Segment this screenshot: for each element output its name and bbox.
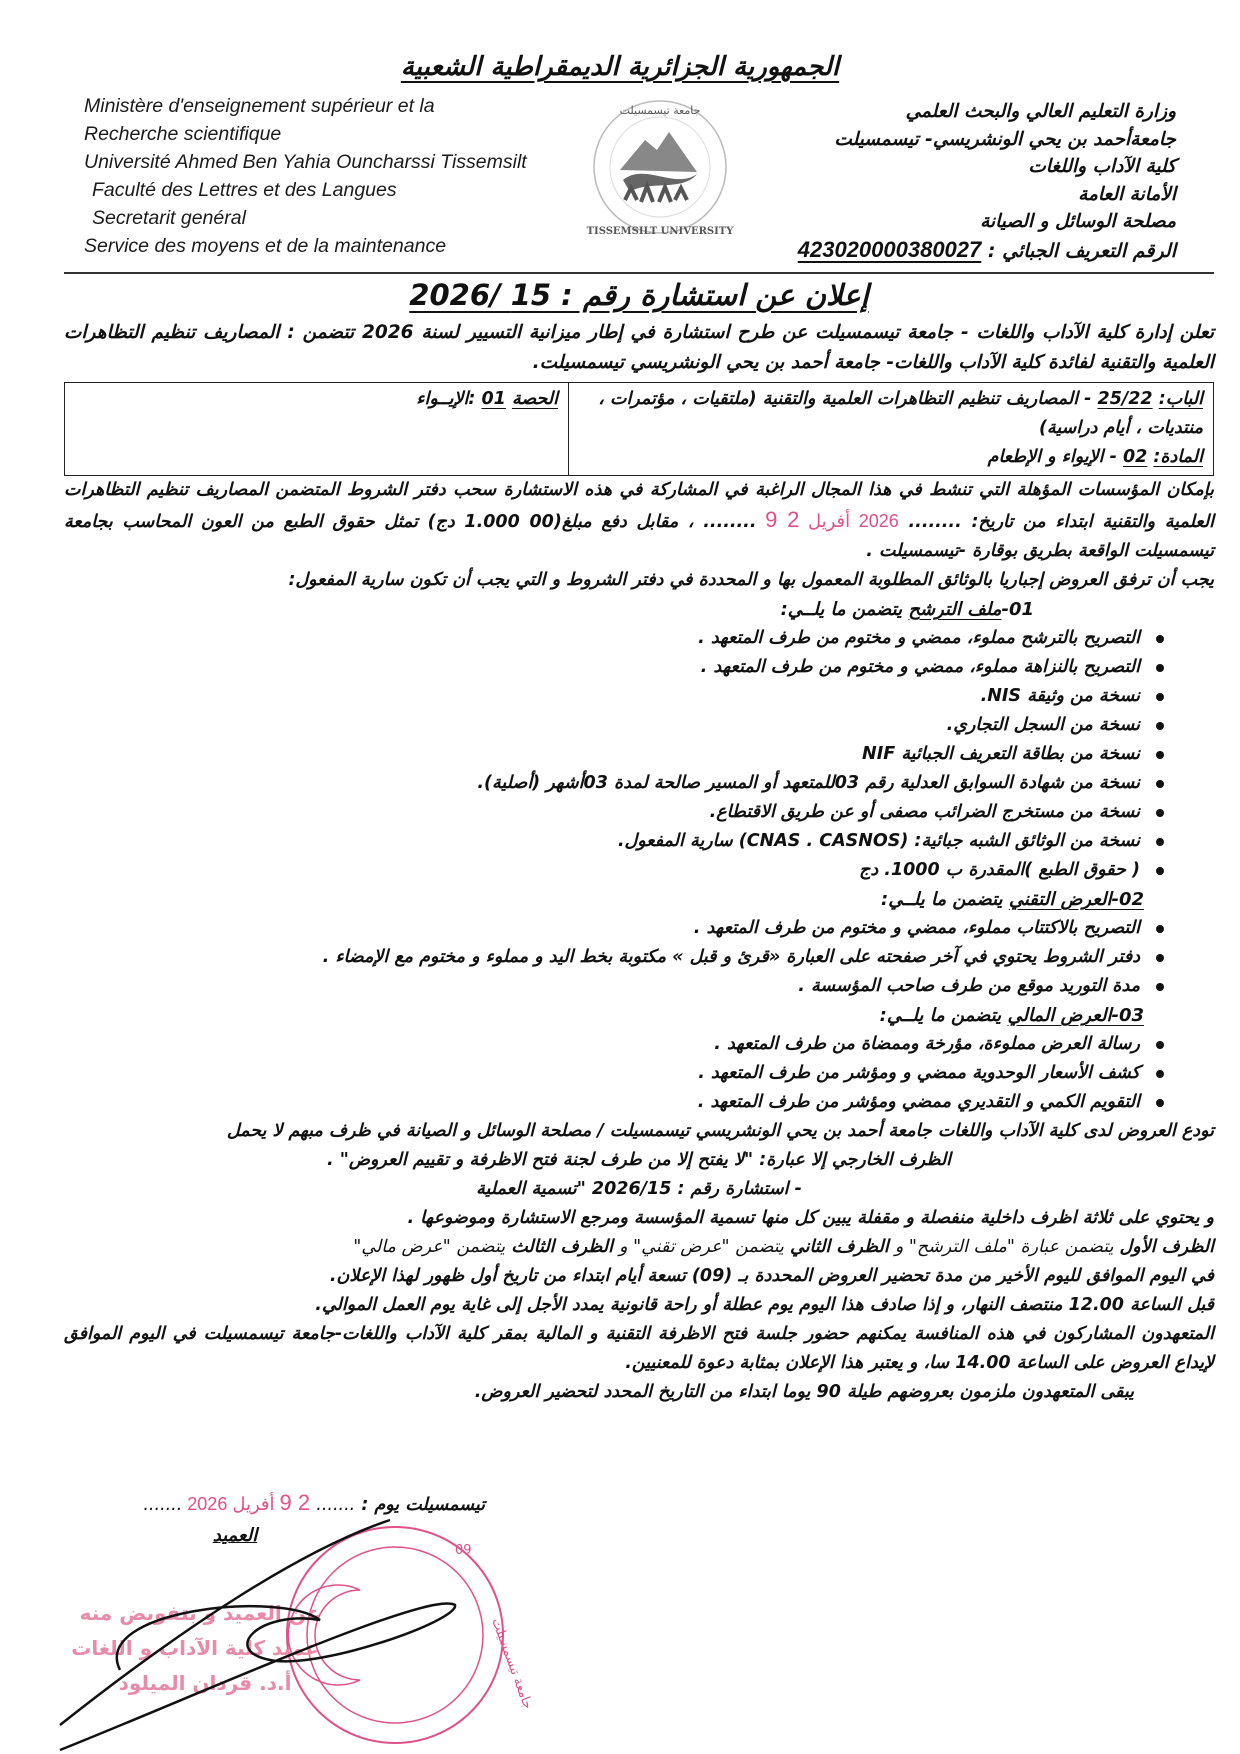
french-header (84, 92, 527, 260)
chapter-label: الباب: (1158, 389, 1203, 409)
dean-title: العميد (212, 1525, 258, 1546)
technical-list (64, 914, 1214, 1001)
french-line-secretariat: Secretarit genéral (92, 207, 246, 229)
deposit-inner-envelopes: و يحتوي على ثلاثة اظرف داخلية منفصلة و مقفلة يبين كل منها تسمية المؤسسة ومرجع الاستشارة وموضوعها . (407, 1208, 1214, 1228)
opening-session: المتعهدون المشاركون في هذه المنافسة يمكنهم حضور جلسة فتح الاظرفة التقنية و المالية بمقر كلية الآداب واللغات-جامعة تيسمسيلت في اليوم الموافق لإيداع العروض على الساعة 14.00 سا، و يعتبر هذا الإعلان بمثابة دعوة للمعنيين. (64, 1324, 1214, 1373)
received-date-stamp (756, 507, 899, 532)
signature-date-month: أفريل (232, 1494, 275, 1514)
section-number: 01- (1001, 599, 1034, 620)
deposit-reference: - استشارة رقم : 2026/15 "تسمية العملية (476, 1179, 802, 1199)
deposit-line-2: الظرف الخارجي إلا عبارة: "لا يفتح إلا من طرف لجنة فتح الاظرفة و تقييم العروض" . (326, 1150, 952, 1170)
french-line-service: Service des moyens et de la maintenance (84, 235, 447, 257)
stamp-month: أفريل (807, 511, 851, 531)
section-number: 03- (1111, 1005, 1144, 1026)
list-item: نسخة من شهادة السوابق العدلية رقم 03للمتعهد أو المسير صالحة لمدة 03أشهر (أصلية). (64, 769, 1168, 798)
section-suffix: يتضمن ما يلــي: (780, 599, 903, 620)
envelope-first-text: يتضمن عبارة "ملف الترشح" و (894, 1237, 1114, 1257)
arabic-line-faculty: كلية الآداب واللغات (1028, 156, 1176, 177)
lot-cell (65, 383, 568, 475)
notice-title: إعلان عن استشارة رقم : 15 /2026 (409, 278, 869, 312)
section-candidacy (64, 595, 1214, 624)
list-item: نسخة من الوثائق الشبه جبائية: (CNAS . CASNOS) سارية المفعول. (64, 827, 1168, 856)
lot-text: :الإيــواء (416, 389, 476, 409)
signature-date-year: 2026 (187, 1494, 228, 1514)
signature-date-day: 2 9 (279, 1490, 311, 1515)
tax-id-label: الرقم التعريف الجبائي : (987, 239, 1176, 262)
tax-id-value: 423020000380027 (797, 236, 982, 262)
lot-label: الحصة (511, 389, 558, 409)
logo-text-en: TISSEMSILT UNIVERSITY (586, 226, 734, 237)
section-number: 02- (1111, 889, 1144, 910)
list-item: رسالة العرض مملوءة، مؤرخة وممضاة من طرف المتعهد . (64, 1030, 1168, 1059)
logo-text-ar: جامعة تيسمسيلت (619, 104, 701, 117)
seal-number: 09 (455, 1543, 472, 1558)
envelopes-description (64, 1233, 1214, 1262)
lot-table (64, 382, 1214, 476)
envelope-third-text: يتضمن "عرض مالي" (353, 1237, 506, 1257)
section-suffix: يتضمن ما يلــي: (881, 889, 1003, 910)
official-seal-icon (60, 1520, 536, 1750)
republic-heading: الجمهورية الجزائرية الديمقراطية الشعبية (400, 52, 840, 82)
availability-text-2: ، مقابل دفع مبلغ(00 1.000 دج) تمثل حقوق الطبع من العون المحاسب بجامعة تيسمسيلت الواقعة بطريق بوقارة -تيسمسيلت . (64, 512, 1214, 561)
place-date-row: تيسمسيلت يوم : ....... 2 9 أفريل 2026 ....... (143, 1490, 485, 1515)
list-item: التصريح بالاكتتاب مملوء، ممضي و مختوم من طرف المتعهد . (64, 914, 1168, 943)
deposit-line-1: تودع العروض لدى كلية الآداب واللغات جامعة أحمد بن يحي الونشريسي تيسمسيلت / مصلحة الوسائل و الصيانة في ظرف مبهم لا يحمل (226, 1121, 1214, 1141)
availability-text-1: بإمكان المؤسسات المؤهلة التي تنشط في هذا المجال الراغبة في المشاركة في هذه الاستشارة سحب دفتر الشروط المتضمن المصاريف تنظيم التظاهرات العلمية والتقنية ابتداء من تاريخ: (64, 480, 1215, 532)
list-item: التصريح بالترشح مملوء، ممضي و مختوم من طرف المتعهد . (64, 624, 1168, 653)
financial-list (64, 1030, 1214, 1117)
article-text: - الإيواء و الإطعام (987, 447, 1117, 467)
french-line-research: Recherche scientifique (84, 123, 282, 145)
french-line-university: Université Ahmed Ben Yahia Ouncharssi Tissemsilt (84, 151, 527, 173)
section-technical (64, 885, 1214, 914)
arabic-line-university: جامعةأحمد بن يحي الونشريسي- تيسمسيلت (834, 128, 1176, 150)
notice-body (64, 276, 1214, 1407)
stamp-line-3: أ.د. قردان الميلود (118, 1671, 292, 1695)
stamp-line-2: عميد كلية الآداب و اللغات (71, 1636, 319, 1660)
chapter-cell (568, 383, 1213, 475)
list-item: مدة التوريد موقع من طرف صاحب المؤسسة . (64, 972, 1168, 1001)
list-item: نسخة من بطاقة التعريف الجبائية NIF (64, 740, 1168, 769)
envelope-third-label: الظرف الثالث (511, 1237, 613, 1257)
list-item: نسخة من السجل التجاري. (64, 711, 1168, 740)
list-item: التصريح بالنزاهة مملوء، ممضي و مختوم من طرف المتعهد . (64, 653, 1168, 682)
handwritten-signature (60, 1520, 455, 1750)
university-logo-icon (585, 92, 735, 242)
deadline-line-1: في اليوم الموافق لليوم الأخير من مدة تحضير العروض المحددة بـ (09) تسعة أيام ابتداء من تاريخ أول ظهور لهذا الإعلان. (329, 1266, 1214, 1286)
stamp-day: 2 9 (765, 507, 800, 532)
list-item: نسخة من وثيقة NIS. (64, 682, 1168, 711)
french-line-faculty: Faculté des Lettres et des Langues (92, 179, 397, 201)
signature-area (60, 1520, 536, 1750)
offer-validity: يبقى المتعهدون ملزمون بعروضهم طيلة 90 يوما ابتداء من التاريخ المحدد لتحضير العروض. (474, 1382, 1134, 1402)
chapter-text: - المصاريف تنظيم التظاهرات العلمية والتقنية (ملتقيات ، مؤتمرات ، منتديات ، أيام دراسية) (598, 389, 1203, 438)
arabic-header (756, 98, 1176, 265)
candidacy-list (64, 624, 1214, 885)
header-divider (64, 272, 1214, 274)
list-item: كشف الأسعار الوحدوية ممضي و ومؤشر من طرف المتعهد . (64, 1059, 1168, 1088)
french-line-ministry: Ministère d'enseignement supérieur et la (84, 95, 435, 117)
list-item: دفتر الشروط يحتوي في آخر صفحته على العبارة «قرئ و قبل » مكتوبة بخط اليد و مملوء و مختوم مع الإمضاء . (64, 943, 1168, 972)
chapter-number: 25/22 (1097, 389, 1153, 409)
section-suffix: يتضمن ما يلــي: (879, 1005, 1002, 1026)
section-title: العرض المالي (1007, 1005, 1112, 1026)
envelope-second-label: الظرف الثاني (790, 1237, 889, 1257)
list-item: التقويم الكمي و التقديري ممضي ومؤشر من طرف المتعهد . (64, 1088, 1168, 1117)
list-item: ( حقوق الطبع )المقدرة ب 1000. دج (64, 856, 1168, 885)
section-financial (64, 1001, 1214, 1030)
arabic-line-ministry: وزارة التعليم العالي والبحث العلمي (905, 101, 1176, 122)
signature-date-stamp (182, 1490, 311, 1515)
list-item: نسخة من مستخرج الضرائب مصفى أو عن طريق الاقتطاع. (64, 798, 1168, 827)
envelope-second-text: يتضمن "عرض تقني" و (619, 1237, 784, 1257)
lot-number: 01 (481, 389, 506, 409)
tax-id-row (756, 236, 1176, 266)
university-logo (585, 92, 735, 242)
chapter-row (579, 385, 1203, 443)
deadline-line-2: قبل الساعة 12.00 منتصف النهار، و إذا صادف هذا اليوم يوم عطلة أو راحة قانونية يمدد الأجل إلى غاية يوم العمل الموالي. (315, 1295, 1214, 1315)
availability-paragraph: بإمكان المؤسسات المؤهلة التي تنشط في هذا المجال الراغبة في المشاركة في هذه الاستشارة سحب دفتر الشروط المتضمن المصاريف تنظيم التظاهرات العلمية والتقنية ابتداء من تاريخ: ........ 2026 أفريل 2 9 ........ ، مقابل دفع مبلغ(00 1.000 دج) تمثل حقوق الطبع من العون المحاسب بجامعة تيسمسيلت الواقعة بطريق بوقارة -تيسمسيلت . (64, 480, 1215, 561)
article-number: 02 (1122, 447, 1148, 467)
section-title: ملف الترشح (908, 599, 1002, 620)
requirement-paragraph: يجب أن ترفق العروض إجباريا بالوثائق المطلوبة المعمول بها و المحددة في دفتر الشروط و التي يجب أن تكون سارية المفعول: (288, 570, 1214, 590)
stamp-year: 2026 (858, 511, 899, 531)
stamp-line-1: عن العميد و بتفويض منه (79, 1601, 321, 1625)
arabic-line-service: مصلحة الوسائل و الصيانة (980, 211, 1176, 232)
place-label: تيسمسيلت يوم : (361, 1495, 485, 1515)
arabic-line-secretariat: الأمانة العامة (1078, 183, 1176, 205)
envelope-first-label: الظرف الأول (1119, 1237, 1214, 1257)
intro-paragraph: تعلن إدارة كلية الآداب واللغات - جامعة تيسمسيلت عن طرح استشارة في إطار ميزانية التسيير لسنة 2026 تتضمن : المصاريف تنظيم التظاهرات العلمية والتقنية لفائدة كلية الآداب واللغات- جامعة أحمد بن يحي الونشريسي تيسمسيلت. (64, 322, 1214, 373)
section-title: العرض التقني (1008, 889, 1112, 910)
article-label: المادة: (1153, 447, 1203, 467)
seal-text: جامعة تيسمسيلت (488, 1616, 536, 1712)
article-row (579, 443, 1203, 472)
